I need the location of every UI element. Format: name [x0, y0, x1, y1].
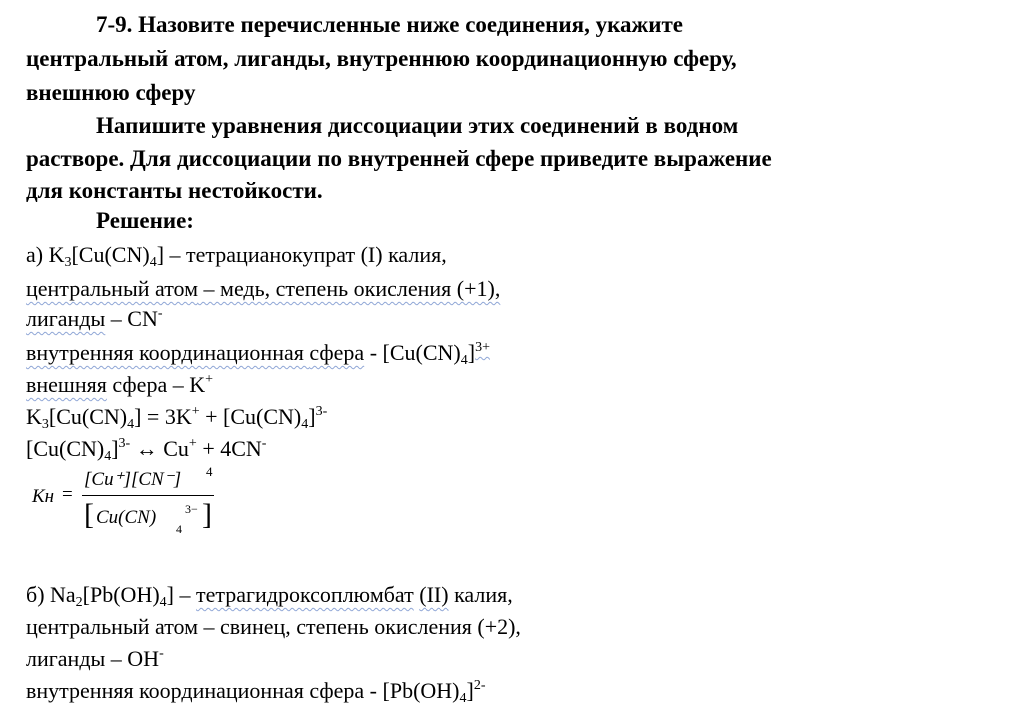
formula-numerator: [Cu⁺][CN⁻]: [84, 469, 182, 490]
kn-symbol: Кн: [32, 486, 55, 507]
part-a-inner-sphere: внутренняя координационная сфера - $[Cu(CN)_4]^{3+}$: [26, 340, 490, 368]
task-line-5: растворе. Для диссоциации по внутренней сфере приведите выражение: [26, 146, 772, 171]
part-a-compound: а) $K_3[Cu(CN)_4]$ – тетрацианокупрат (I) калия,: [26, 242, 447, 270]
equals-sign: =: [62, 484, 73, 505]
instability-constant-formula: [30, 464, 230, 543]
task-line-4: Напишите уравнения диссоциации этих соединений в водном: [96, 113, 739, 138]
part-a-outer-sphere: внешняя сфера – K+: [26, 372, 214, 397]
left-bracket: [: [84, 498, 94, 531]
fraction-bar: [82, 495, 214, 496]
part-b-ligands: лиганды – OH-: [26, 646, 164, 671]
task-line-1: 7-9. Назовите перечисленные ниже соединения, укажите: [96, 12, 683, 37]
solution-heading: Решение:: [96, 208, 194, 233]
part-b-inner-sphere: внутренняя координационная сфера - $[Pb(OH)_4]^{2-}$: [26, 678, 486, 706]
denominator-subscript: 4: [176, 522, 182, 536]
denominator-charge: 3−: [185, 502, 198, 516]
part-a-central-atom: центральный атом – медь, степень окисления (+1),: [26, 276, 501, 301]
right-bracket: ]: [202, 498, 212, 531]
task-line-6: для константы нестойкости.: [26, 178, 323, 203]
part-b-compound: б) $Na_2[Pb(OH)_4]$ – тетрагидроксоплюмбат (II) калия,: [26, 582, 513, 610]
numerator-exponent: 4: [206, 464, 213, 479]
task-line-2: центральный атом, лиганды, внутреннюю координационную сферу,: [26, 46, 737, 71]
task-line-3: внешнюю сферу: [26, 80, 196, 105]
part-b-central-atom: центральный атом – свинец, степень окисления (+2),: [26, 614, 521, 639]
part-a-dissociation-eq: $K_3[Cu(CN)_4] = 3K^+ + [Cu(CN)_4]^{3-}$: [26, 404, 328, 432]
part-a-ligands: лиганды – CN-: [26, 306, 163, 331]
formula-denominator: Cu(CN): [96, 507, 157, 528]
part-a-inner-dissociation-eq: $[Cu(CN)_4]^{3-}$ ↔ Cu+ + 4CN-: [26, 436, 267, 464]
